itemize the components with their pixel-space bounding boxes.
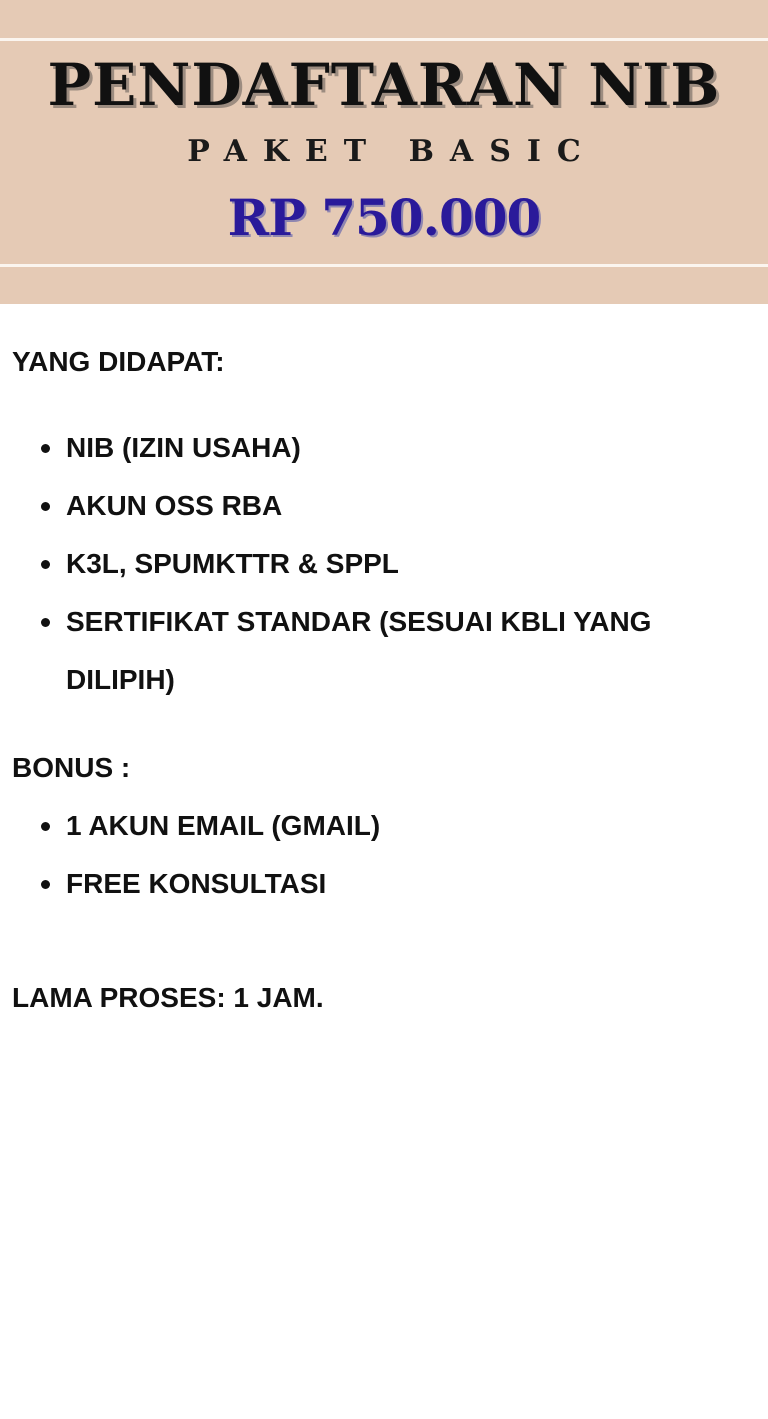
list-item-label: AKUN OSS RBA: [66, 490, 283, 521]
header-top-divider: [0, 38, 768, 41]
bullet-icon: [41, 618, 50, 627]
list-item: [40, 419, 740, 477]
list-item: [40, 593, 740, 709]
bullet-icon: [41, 822, 50, 831]
bullet-icon: [41, 560, 50, 569]
list-item: [40, 797, 740, 855]
process-duration: LAMA PROSES: 1 JAM.: [12, 982, 324, 1013]
list-item: [40, 535, 740, 593]
list-item-label: K3L, SPUMKTTR & SPPL: [66, 548, 399, 579]
list-item-label: NIB (IZIN USAHA): [66, 432, 301, 463]
bullet-icon: [41, 444, 50, 453]
package-name: PAKET BASIC: [187, 134, 597, 169]
list-item: [40, 855, 740, 913]
bonus-heading: BONUS :: [12, 752, 131, 783]
package-price: RP 750.000: [227, 188, 541, 247]
page-title: PENDAFTARAN NIB: [47, 51, 721, 119]
header-bottom-divider: [0, 264, 768, 267]
benefits-heading: YANG DIDAPAT:: [12, 346, 225, 377]
header-banner: [0, 0, 768, 304]
benefits-list: [40, 419, 740, 709]
bullet-icon: [41, 502, 50, 511]
bullet-icon: [41, 880, 50, 889]
list-item-label: 1 AKUN EMAIL (GMAIL): [66, 810, 381, 841]
bonus-list: [40, 797, 740, 913]
list-item-label: FREE KONSULTASI: [66, 868, 327, 899]
list-item: [40, 477, 740, 535]
list-item-label: SERTIFIKAT STANDAR (SESUAI KBLI YANG DILIPIH): [66, 606, 652, 695]
